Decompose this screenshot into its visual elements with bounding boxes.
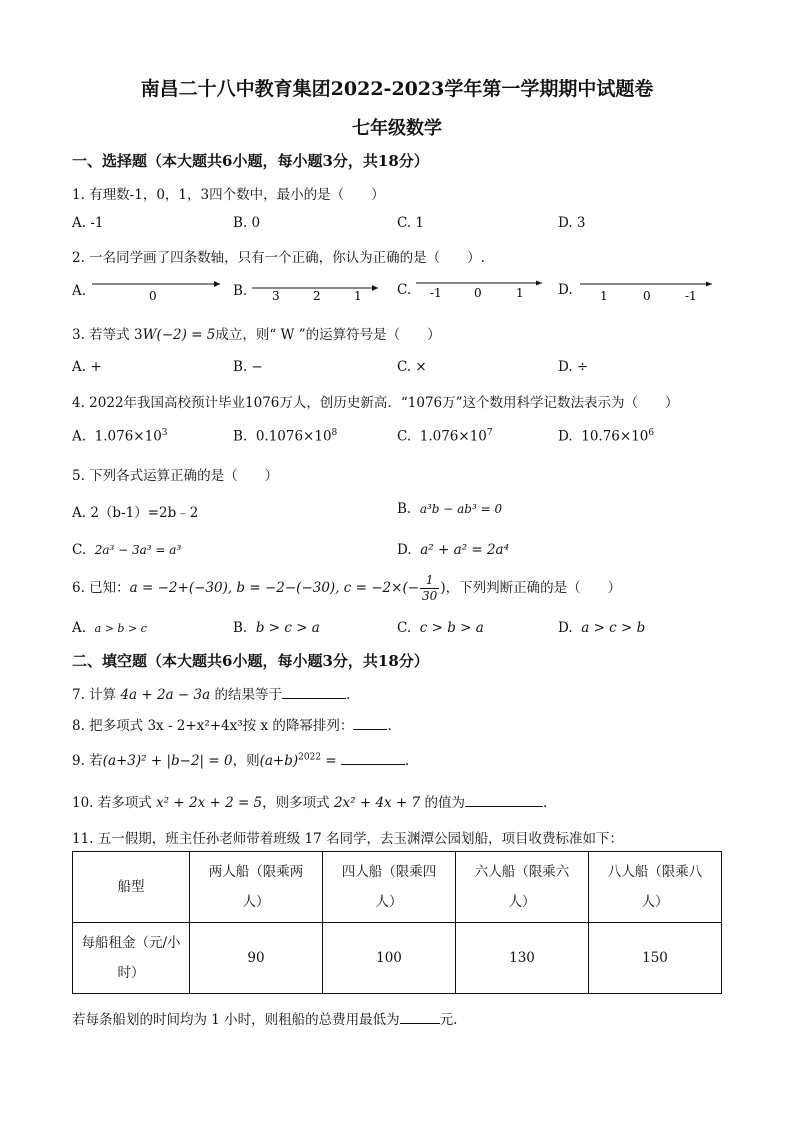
question-4-option-c	[397, 428, 493, 445]
question-6-option-a	[72, 620, 147, 636]
question-5-option-d-expression: a² + a² = 2a⁴	[420, 542, 509, 558]
question-2-option-b-label: B.	[233, 283, 248, 299]
question-3-option-b: B. −	[233, 359, 263, 375]
number-line-b-tick-2: 1	[354, 289, 362, 303]
question-4-option-d-label: D.	[558, 428, 573, 445]
question-6-option-d	[558, 620, 645, 636]
question-2-option-d-label: D.	[558, 282, 573, 298]
question-3-option-d: D. ÷	[558, 359, 589, 375]
question-6-stem-post: )，下列判断正确的是（ ）	[440, 580, 622, 596]
question-6-option-a-expression: a > b > c	[94, 622, 147, 635]
question-11-stem: 11. 五一假期，班主任孙老师带着班级 17 名同学，去玉渊潭公园划船，项目收费标准如下：	[72, 831, 624, 847]
table-cell-boat-type	[589, 852, 722, 923]
table-cell-header-label: 船型	[73, 852, 190, 923]
number-line-b	[250, 282, 385, 312]
question-4-option-b-label: B.	[233, 428, 248, 445]
question-6-stem	[72, 573, 621, 604]
boat-type-line-1: 四人船（限乘四	[341, 864, 437, 880]
number-line-a	[90, 278, 225, 308]
question-4-option-b-exponent: 8	[331, 428, 338, 438]
question-9-expression-2: (a+b)	[259, 753, 299, 769]
question-3-expression: W(−2) = 5	[142, 327, 216, 343]
number-line-c-tick-2: 1	[516, 286, 524, 300]
question-4-option-a	[72, 428, 168, 445]
number-line-d	[578, 280, 718, 310]
question-2-option-c-label: C.	[397, 282, 412, 298]
question-4-option-c-exponent: 7	[486, 428, 493, 438]
question-4-option-d-exponent: 6	[648, 428, 655, 438]
question-7-expression: 4a + 2a − 3a	[120, 687, 211, 703]
question-1-option-d: D. 3	[558, 215, 586, 231]
question-8-text: 8. 把多项式 3x - 2+x²+4x³按 x 的降幂排列：	[72, 718, 354, 734]
question-10-mid: ，则多项式	[262, 795, 330, 811]
table-cell-price: 100	[323, 923, 456, 994]
number-line-b-tick-0: 3	[272, 289, 280, 303]
number-line-a-tick-0: 0	[149, 289, 157, 303]
question-9-answer-blank[interactable]	[341, 750, 405, 765]
question-6-option-c	[397, 620, 484, 636]
question-5-option-b	[397, 501, 502, 517]
boat-type-line-1: 六人船（限乘六	[474, 864, 570, 880]
question-5-option-c	[72, 542, 181, 558]
question-4-stem: 4. 2022年我国高校预计毕业1076万人，创历史新高．“1076万”这个数用科学记数法表示为（ ）	[72, 395, 679, 411]
question-6-fraction-numerator: 1	[420, 573, 439, 589]
question-5-option-c-expression: 2a³ − 3a³ = a³	[94, 543, 182, 557]
table-cell-boat-type	[190, 852, 323, 923]
number-line-c-tick-0: -1	[430, 286, 442, 300]
question-11-after-post: 元.	[439, 1012, 458, 1028]
question-3-stem-post: 成立，则“ W ”的运算符号是（ ）	[215, 327, 441, 343]
number-line-b-tick-1: 2	[313, 289, 321, 303]
question-10	[72, 791, 547, 811]
question-6-option-a-label: A.	[72, 620, 87, 636]
question-6-fraction-denominator: 30	[422, 589, 438, 603]
exam-title: 南昌二十八中教育集团2022-2023学年第一学期期中试题卷	[140, 78, 654, 100]
question-10-expression-2: 2x² + 4x + 7	[333, 795, 421, 811]
exam-subtitle: 七年级数学	[352, 118, 442, 139]
question-4-option-c-base: 1.076×10	[419, 428, 487, 445]
question-6-option-c-expression: c > b > a	[419, 620, 484, 636]
question-8	[72, 714, 392, 734]
question-9	[72, 749, 409, 769]
table-row	[73, 923, 722, 994]
question-9-pre: 9. 若	[72, 753, 103, 769]
question-4-option-a-base: 1.076×10	[94, 428, 162, 445]
question-3-option-c: C. ×	[397, 359, 427, 375]
boat-type-line-1: 两人船（限乘两	[208, 864, 304, 880]
number-line-d-tick-0: 1	[600, 289, 608, 303]
question-9-mid: ，则	[232, 753, 260, 769]
question-4-option-d-base: 10.76×10	[581, 428, 649, 445]
question-3-stem-pre: 3. 若等式 3	[72, 327, 143, 343]
row-label-line-2: 时）	[117, 965, 145, 981]
question-5-option-a: A. 2（b-1）=2b﹣2	[72, 505, 199, 521]
question-1-option-c: C. 1	[397, 215, 425, 231]
question-11-after	[72, 1008, 457, 1028]
question-6-option-b	[233, 620, 320, 636]
question-6-fraction	[420, 573, 439, 604]
table-cell-boat-type	[456, 852, 589, 923]
question-7	[72, 683, 350, 703]
boat-type-line-2: 人）	[242, 894, 270, 910]
question-7-pre: 7. 计算	[72, 687, 117, 703]
question-2-stem: 2. 一名同学画了四条数轴，只有一个正确，你认为正确的是（ ）.	[72, 250, 485, 266]
question-8-end: .	[387, 718, 392, 734]
question-9-equals: =	[321, 753, 341, 769]
number-line-d-tick-1: 0	[643, 289, 651, 303]
question-5-option-b-expression: a³b − ab³ = 0	[419, 502, 503, 516]
question-6-stem-pre: 6. 已知：	[72, 580, 130, 596]
table-cell-price: 130	[456, 923, 589, 994]
table-row	[73, 852, 722, 923]
question-5-option-d	[397, 542, 509, 558]
question-11-answer-blank[interactable]	[400, 1009, 440, 1024]
question-9-expression: (a+3)² + |b−2| = 0	[102, 753, 233, 769]
question-4-option-a-label: A.	[72, 428, 87, 445]
table-cell-boat-type	[323, 852, 456, 923]
question-9-exponent: 2022	[298, 752, 322, 763]
section-2-heading: 二、填空题（本大题共6小题，每小题3分，共18分）	[72, 652, 429, 670]
boat-type-line-2: 人）	[641, 894, 669, 910]
question-1-option-a: A. -1	[72, 215, 104, 231]
question-10-post: 的值为	[424, 795, 465, 811]
table-cell-price: 90	[190, 923, 323, 994]
question-9-end: .	[404, 753, 410, 769]
table-cell-price: 150	[589, 923, 722, 994]
number-line-c	[414, 280, 549, 310]
boat-type-line-1: 八人船（限乘八	[607, 864, 703, 880]
question-6-option-d-label: D.	[558, 620, 573, 636]
question-7-end: .	[345, 687, 351, 703]
question-6-expression: a = −2+(−30), b = −2−(−30), c = −2×(−	[129, 580, 420, 596]
question-2-option-a-label: A.	[72, 283, 87, 299]
question-7-answer-blank[interactable]	[282, 684, 346, 699]
question-6-option-d-expression: a > c > b	[581, 620, 646, 636]
table-cell-row-label	[73, 923, 190, 994]
question-10-expression: x² + 2x + 2 = 5	[156, 795, 263, 811]
number-line-d-tick-2: -1	[685, 289, 697, 303]
row-label-line-1: 每船租金（元/小	[81, 935, 181, 951]
question-5-option-c-label: C.	[72, 542, 87, 558]
question-5-option-d-label: D.	[397, 542, 412, 558]
boat-type-line-2: 人）	[508, 894, 536, 910]
question-4-option-b	[233, 428, 337, 445]
question-10-end: .	[542, 795, 548, 811]
question-3-stem	[72, 323, 441, 343]
boat-fee-table	[72, 851, 722, 994]
question-1-option-b: B. 0	[233, 215, 261, 231]
question-10-pre: 10. 若多项式	[72, 795, 152, 811]
question-8-answer-blank[interactable]	[353, 715, 387, 730]
question-6-option-b-label: B.	[233, 620, 248, 636]
question-5-stem: 5. 下列各式运算正确的是（ ）	[72, 468, 279, 484]
question-1-stem: 1. 有理数-1，0，1，3四个数中，最小的是（ ）	[72, 187, 385, 203]
question-7-post: 的结果等于	[214, 687, 282, 703]
question-6-option-c-label: C.	[397, 620, 412, 636]
question-5-option-b-label: B.	[397, 501, 412, 517]
question-11-after-pre: 若每条船划的时间均为 1 小时，则租船的总费用最低为	[72, 1012, 400, 1028]
section-1-heading: 一、选择题（本大题共6小题，每小题3分，共18分）	[72, 152, 429, 170]
question-4-option-d	[558, 428, 654, 445]
question-3-option-a: A. +	[72, 359, 102, 375]
question-4-option-b-base: 0.1076×10	[255, 428, 332, 445]
number-line-c-tick-1: 0	[474, 286, 482, 300]
question-10-answer-blank[interactable]	[465, 792, 543, 807]
question-4-option-a-exponent: 3	[161, 428, 168, 438]
question-6-option-b-expression: b > c > a	[255, 620, 320, 636]
boat-type-line-2: 人）	[375, 894, 403, 910]
question-4-option-c-label: C.	[397, 428, 412, 445]
